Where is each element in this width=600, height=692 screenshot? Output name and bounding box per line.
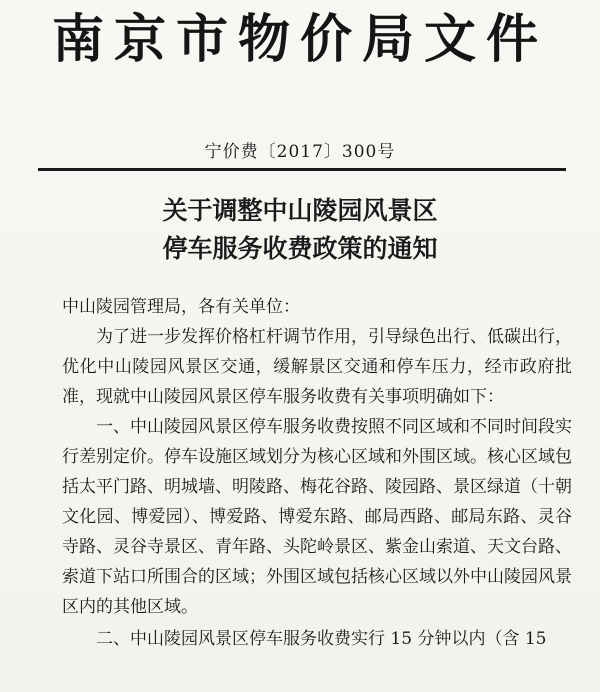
document-number: 宁价费〔2017〕300号 bbox=[204, 142, 396, 162]
header-divider bbox=[38, 168, 566, 171]
paragraph-section-2: 二、中山陵园风景区停车服务收费实行 15 分钟以内（含 15 bbox=[96, 629, 547, 649]
paragraph-section-1: 一、中山陵园风景区停车服务收费按照不同区域和不同时间段实行差别定价。停车设施区域划分为核心区域和外围区域。核心区域包括太平门路、明城墙、明陵路、梅花谷路、陵园路、景区绿道（十朝文化园、博爱园）、博爱路、博爱东路、邮局西路、邮局东路、灵谷寺路、灵谷寺景区、青年路、头陀岭景区、紫金山索道、天文台路、索道下站口所围合的区域；外围区域包括核心区域以外中山陵园风景区内的其他区域。 bbox=[62, 417, 572, 617]
title-line-2: 停车服务收费政策的通知 bbox=[162, 234, 438, 263]
document-header: 南京市物价局文件 bbox=[51, 10, 548, 70]
document-body bbox=[62, 292, 572, 654]
document-title bbox=[0, 192, 600, 268]
salutation: 中山陵园管理局，各有关单位： bbox=[62, 297, 300, 317]
title-line-1: 关于调整中山陵园风景区 bbox=[162, 196, 438, 225]
paragraph-intro: 为了进一步发挥价格杠杆调节作用，引导绿色出行、低碳出行，优化中山陵园风景区交通，缓解景区交通和停车压力，经市政府批准，现就中山陵园风景区停车服务收费有关事项明确如下： bbox=[62, 327, 572, 407]
